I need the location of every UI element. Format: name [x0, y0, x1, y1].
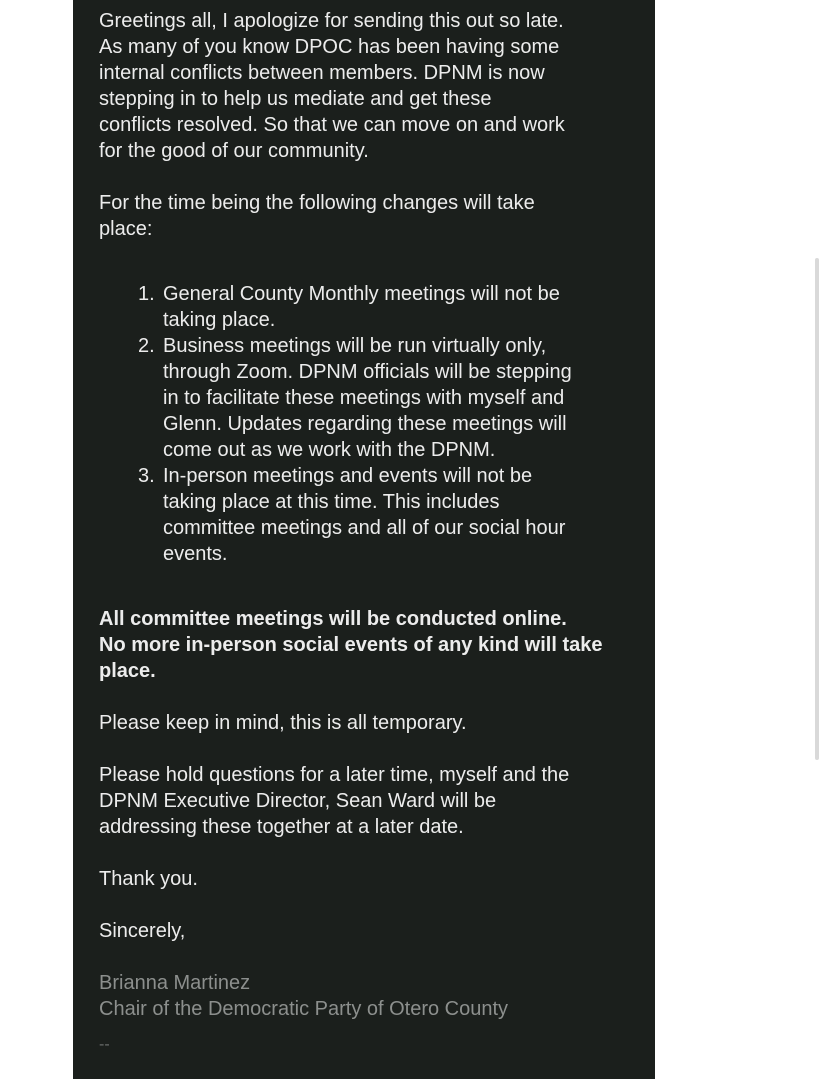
- list-item-number: 3.: [138, 465, 155, 487]
- list-item-line: taking place.: [163, 309, 276, 331]
- list-item-line: Business meetings will be run virtually only,: [163, 335, 547, 357]
- bold-notice-line: All committee meetings will be conducted online.: [99, 608, 567, 630]
- list-item-line: come out as we work with the DPNM.: [163, 439, 496, 461]
- intro-line: conflicts resolved. So that we can move on and work: [99, 114, 565, 136]
- questions-paragraph: [99, 762, 639, 840]
- intro-line: As many of you know DPOC has been having some: [99, 36, 560, 58]
- temporary-note: Please keep in mind, this is all temporary.: [99, 712, 467, 734]
- message-panel: [73, 0, 655, 1079]
- list-item: [138, 281, 639, 333]
- list-item-line: through Zoom. DPNM officials will be stepping: [163, 361, 572, 383]
- temporary-note-paragraph: [99, 710, 639, 736]
- scrollbar-thumb[interactable]: [815, 258, 819, 760]
- list-item-line: events.: [163, 543, 228, 565]
- list-item-line: Glenn. Updates regarding these meetings will: [163, 413, 567, 435]
- scrollbar[interactable]: [812, 258, 822, 760]
- changes-list: [99, 281, 639, 567]
- thanks-paragraph: [99, 866, 639, 892]
- questions-line: DPNM Executive Director, Sean Ward will be: [99, 790, 497, 812]
- signature-divider: --: [99, 1036, 110, 1053]
- closing-paragraph: [99, 918, 639, 944]
- signature-title: Chair of the Democratic Party of Otero County: [99, 998, 509, 1020]
- intro-line: for the good of our community.: [99, 140, 369, 162]
- questions-line: addressing these together at a later date.: [99, 816, 464, 838]
- list-item-number: 2.: [138, 335, 155, 357]
- list-item-line: in to facilitate these meetings with myself and: [163, 387, 565, 409]
- intro-line: stepping in to help us mediate and get these: [99, 88, 492, 110]
- list-item-line: General County Monthly meetings will not be: [163, 283, 560, 305]
- intro-paragraph: [99, 8, 639, 164]
- questions-line: Please hold questions for a later time, myself and the: [99, 764, 570, 786]
- intro-line: Greetings all, I apologize for sending this out so late.: [99, 10, 564, 32]
- list-item-line: In-person meetings and events will not be: [163, 465, 533, 487]
- list-item: [138, 463, 639, 567]
- signature-block: [99, 970, 639, 1022]
- message-body: [99, 8, 639, 1055]
- intro-line: internal conflicts between members. DPNM is now: [99, 62, 545, 84]
- thanks-text: Thank you.: [99, 868, 198, 890]
- bold-notice-paragraph: [99, 606, 639, 684]
- changes-intro-paragraph: [99, 190, 639, 242]
- list-item-line: committee meetings and all of our social hour: [163, 517, 566, 539]
- bold-notice-line: No more in-person social events of any kind will take: [99, 634, 603, 656]
- list-item-line: taking place at this time. This includes: [163, 491, 500, 513]
- changes-intro-line: place:: [99, 218, 153, 240]
- changes-intro-line: For the time being the following changes will take: [99, 192, 535, 214]
- signature-name: Brianna Martinez: [99, 972, 251, 994]
- list-item-number: 1.: [138, 283, 155, 305]
- list-item: [138, 333, 639, 463]
- bold-notice-line: place.: [99, 660, 156, 682]
- closing-text: Sincerely,: [99, 920, 186, 942]
